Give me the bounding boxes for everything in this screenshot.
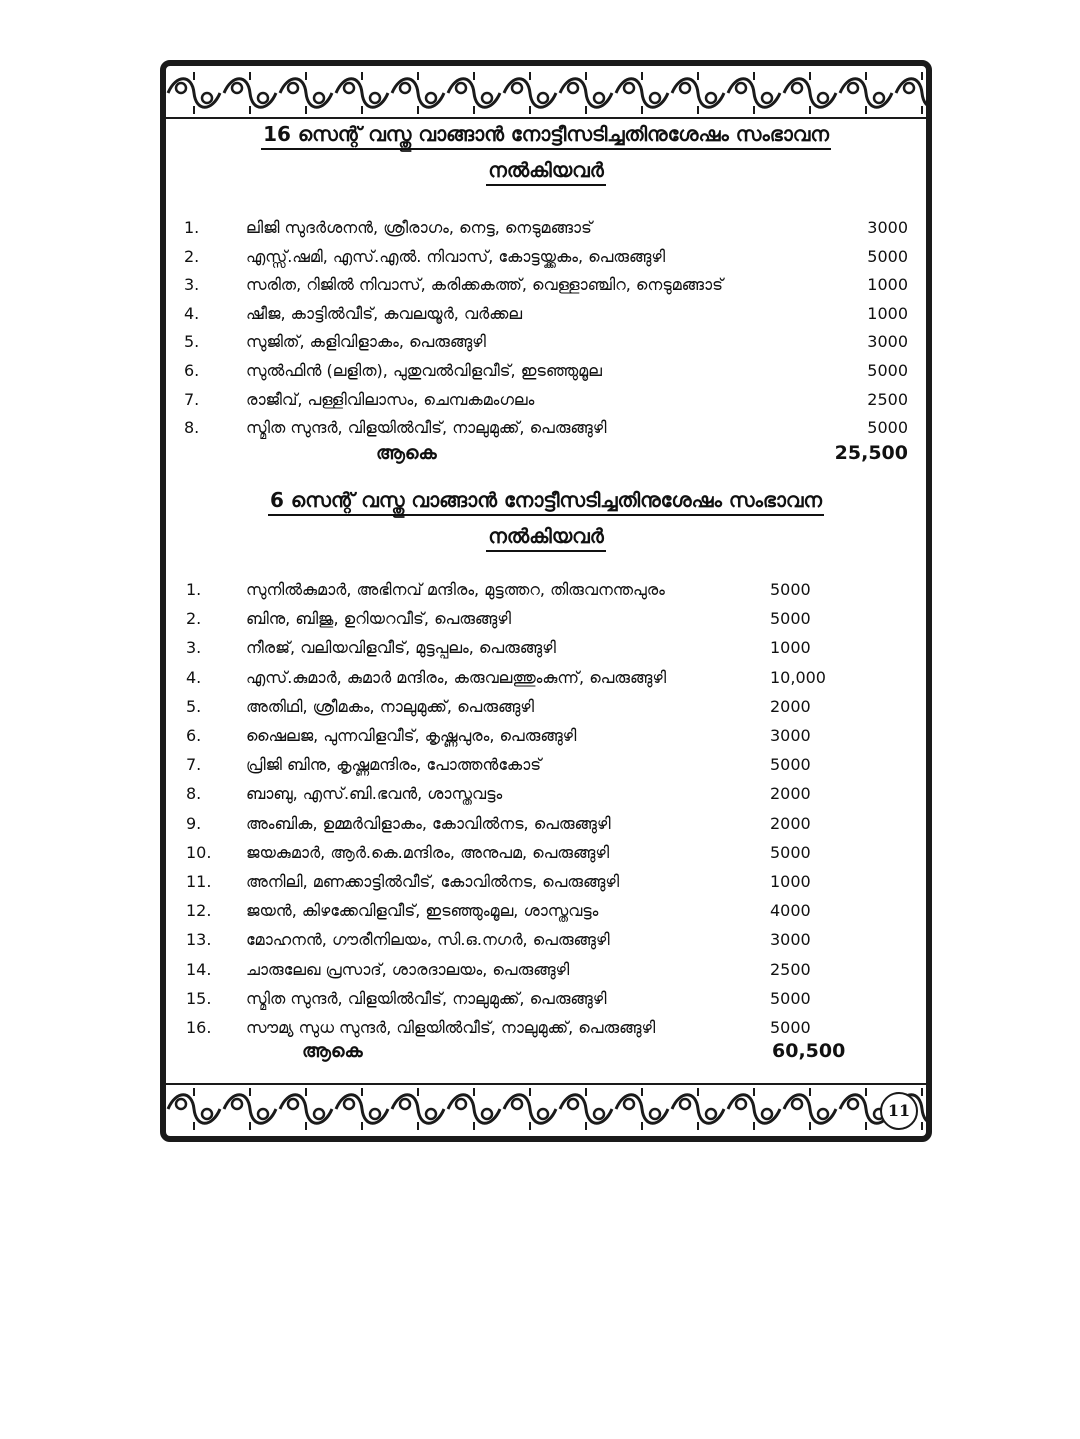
donor-name: ചാരുലേഖ പ്രസാദ്, ശാരദാലയം, പെരുങ്ങുഴി: [246, 959, 570, 979]
row-number: 16.: [186, 1018, 212, 1037]
page-frame: [160, 60, 932, 1142]
page-number: 11: [880, 1092, 918, 1130]
donation-amount: 1000: [770, 872, 811, 891]
donation-amount: 3000: [867, 332, 908, 352]
donation-amount: 2000: [770, 813, 811, 833]
table-row: [166, 330, 926, 354]
donor-name: ലിജി സുദർശനൻ, ശ്രീരാഗം, നെട്ട, നെടുമങ്ങാട്: [246, 218, 592, 237]
donation-amount: 3000: [770, 930, 811, 950]
table-row: [166, 928, 926, 952]
donation-amount: 2000: [770, 784, 811, 804]
ornament-scroll-icon: [166, 66, 926, 120]
donor-name: മോഹനൻ, ഗൗരീനിലയം, സി.ഒ.നഗർ, പെരുങ്ങുഴി: [246, 930, 610, 950]
donor-name: സ്മിത സുന്ദർ, വിളയിൽവീട്, നാലുമുക്ക്, പെരുങ്ങുഴി: [246, 988, 607, 1008]
table-row: [166, 302, 926, 326]
row-number: 5.: [186, 696, 202, 716]
donation-amount: 5000: [770, 988, 811, 1008]
table-row: [166, 899, 926, 923]
donation-amount: 1000: [770, 638, 811, 658]
donation-amount: 5000: [770, 842, 811, 862]
donation-amount: 1000: [867, 275, 908, 295]
table-row: [166, 636, 926, 660]
donor-name: ജയകുമാർ, ആർ.കെ.മന്ദിരം, അനുപമ, പെരുങ്ങുഴി: [246, 842, 610, 862]
table-row: [166, 753, 926, 777]
row-number: 8.: [186, 784, 202, 804]
row-number: 9.: [186, 813, 202, 833]
donation-amount: 5000: [867, 418, 908, 438]
table-row: [166, 782, 926, 806]
donor-name: പ്രിജി ബിനു, കൃഷ്ണമന്ദിരം, പോത്തൻകോട്: [246, 755, 542, 775]
table-row: [166, 812, 926, 836]
section1-title-line2: നൽകിയവർ: [166, 158, 926, 182]
donor-name: സരിത, റിജിൽ നിവാസ്, കരിക്കകത്ത്, വെള്ളാഞ്ചിറ, നെടുമങ്ങാട്: [246, 275, 723, 295]
donor-name: എസ്സ്.ഷമി, എസ്.എൽ. നിവാസ്, കോട്ടയ്ക്കകം, പെരുങ്ങുഴി: [246, 246, 666, 266]
section2-total-value: 60,500: [772, 1040, 846, 1062]
row-number: 10.: [186, 842, 212, 862]
section1-total-value: 25,500: [834, 442, 908, 464]
donor-name: സൗമ്യ സുധ സുന്ദർ, വിളയിൽവീട്, നാലുമുക്ക്, പെരുങ്ങുഴി: [246, 1018, 656, 1037]
section2-title-line1: 6 സെന്റ് വസ്തു വാങ്ങാൻ നോട്ടീസടിച്ചതിനുശേഷം സംഭാവന: [166, 488, 926, 512]
row-number: 3.: [186, 638, 202, 658]
row-number: 7.: [186, 755, 202, 775]
row-number: 11.: [186, 872, 212, 891]
row-number: 1.: [186, 580, 202, 599]
donation-amount: 5000: [770, 609, 811, 629]
table-row: [166, 216, 926, 240]
table-row: [166, 1016, 926, 1040]
donation-amount: 3000: [770, 726, 811, 745]
donation-amount: 4000: [770, 901, 811, 921]
donor-name: ഷൈലജ, പുന്നവിളവീട്, കൃഷ്ണപുരം, പെരുങ്ങുഴി: [246, 726, 577, 745]
donor-name: എസ്.കുമാർ, കുമാർ മന്ദിരം, കരുവലത്തുംകുന്ന്, പെരുങ്ങുഴി: [246, 667, 667, 687]
table-row: [166, 245, 926, 269]
donor-name: സുൽഫിൻ (ലളിത), പുതുവൽവിളവീട്, ഇടഞ്ഞുമൂല: [246, 361, 602, 380]
donor-name: സുജിത്, കളിവിളാകം, പെരുങ്ങുഴി: [246, 332, 486, 352]
row-number: 4.: [184, 303, 200, 323]
table-row: [166, 870, 926, 894]
donor-name: രാജീവ്, പള്ളിവിലാസം, ചെമ്പകമംഗലം: [246, 389, 535, 409]
table-row: [166, 724, 926, 748]
top-ornament-border: [166, 66, 926, 120]
table-row: [166, 578, 926, 602]
donation-amount: 2500: [770, 959, 811, 979]
table-row: [166, 388, 926, 412]
donor-name: ജയൻ, കിഴക്കേവിളവീട്, ഇടഞ്ഞുംമൂല, ശാസ്തവട്ടം: [246, 901, 599, 921]
section1-title-line1: 16 സെന്റ് വസ്തു വാങ്ങാൻ നോട്ടീസടിച്ചതിനുശേഷം സംഭാവന: [166, 122, 926, 146]
section2-title-line2: നൽകിയവർ: [166, 524, 926, 548]
row-number: 14.: [186, 959, 212, 979]
donor-name: നീരജ്, വലിയവിളവീട്, മുട്ടപ്പലം, പെരുങ്ങുഴി: [246, 638, 556, 658]
bottom-ornament-border: [166, 1082, 926, 1136]
donor-name: സ്മിത സുന്ദർ, വിളയിൽവീട്, നാലുമുക്ക്, പെരുങ്ങുഴി: [246, 418, 607, 438]
donation-amount: 5000: [770, 755, 811, 775]
donation-amount: 5000: [867, 246, 908, 266]
donor-name: അതിഥി, ശ്രീമകം, നാലുമുക്ക്, പെരുങ്ങുഴി: [246, 696, 534, 716]
table-row: [166, 607, 926, 631]
donation-amount: 10,000: [770, 667, 826, 687]
donation-amount: 5000: [867, 361, 908, 380]
section2-total-label: ആകെ: [302, 1040, 363, 1062]
section1-total-label: ആകെ: [376, 442, 437, 464]
ornament-scroll-icon: [166, 1082, 926, 1136]
row-number: 2.: [184, 246, 200, 266]
table-row: [166, 841, 926, 865]
row-number: 1.: [184, 218, 200, 237]
row-number: 5.: [184, 332, 200, 352]
donation-amount: 3000: [867, 218, 908, 237]
table-row: [166, 416, 926, 440]
row-number: 3.: [184, 275, 200, 295]
donation-amount: 5000: [770, 580, 811, 599]
row-number: 6.: [186, 726, 202, 745]
row-number: 6.: [184, 361, 200, 380]
donor-name: ഷീജ, കാട്ടിൽവീട്, കവലയൂർ, വർക്കല: [246, 303, 523, 323]
donor-name: ബിനു, ബിജു, ഉറിയറവീട്, പെരുങ്ങുഴി: [246, 609, 511, 629]
row-number: 12.: [186, 901, 212, 921]
table-row: [166, 695, 926, 719]
donor-name: അനിലി, മണക്കാട്ടിൽവീട്, കോവിൽനട, പെരുങ്ങുഴി: [246, 872, 620, 891]
donation-amount: 5000: [770, 1018, 811, 1037]
donor-name: അംബിക, ഉമ്മർവിളാകം, കോവിൽനട, പെരുങ്ങുഴി: [246, 813, 611, 833]
table-row: [166, 958, 926, 982]
donation-amount: 2000: [770, 696, 811, 716]
table-row: [166, 987, 926, 1011]
table-row: [166, 359, 926, 383]
table-row: [166, 666, 926, 690]
donation-amount: 1000: [867, 303, 908, 323]
row-number: 13.: [186, 930, 212, 950]
row-number: 4.: [186, 667, 202, 687]
donation-amount: 2500: [867, 389, 908, 409]
donor-name: സുനിൽകുമാർ, അഭിനവ് മന്ദിരം, മുട്ടത്തറ, തിരുവനന്തപുരം: [246, 580, 665, 599]
donor-name: ബാബു, എസ്.ബി.ഭവൻ, ശാസ്തവട്ടം: [246, 784, 503, 804]
table-row: [166, 273, 926, 297]
row-number: 2.: [186, 609, 202, 629]
row-number: 7.: [184, 389, 200, 409]
row-number: 15.: [186, 988, 212, 1008]
row-number: 8.: [184, 418, 200, 438]
